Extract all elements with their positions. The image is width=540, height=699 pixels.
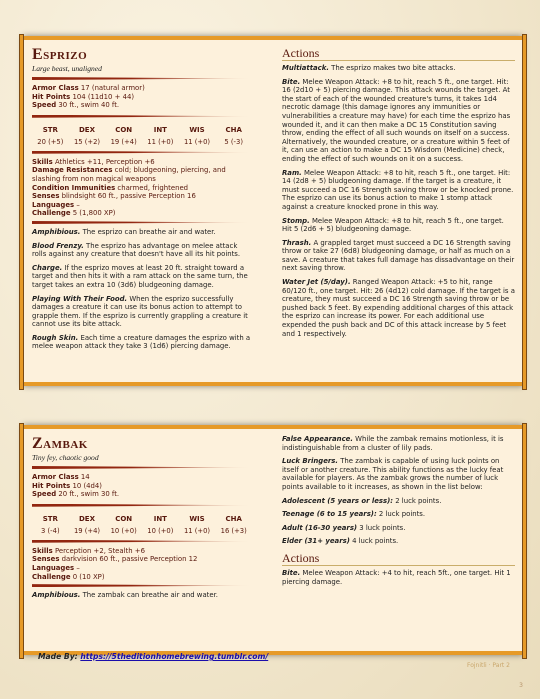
divider <box>32 115 252 118</box>
luck-adult: Adult (16-30 years) 3 luck points. <box>282 523 406 532</box>
creature-name: Zambak <box>32 435 88 452</box>
action-multiattack: Multiattack. The esprizo makes two bite attacks. <box>282 64 456 72</box>
condition-immunities: Condition Immunities charmed, frightened <box>32 183 189 192</box>
page-number: 3 <box>519 682 523 689</box>
zambak-left-column <box>32 435 252 605</box>
trait-playing-with-food: Playing With Their Food. When the esprizo successfully damages a creature it can use its bonus action to attempt to grapple them. If the esprizo is currently grappling a creature it cannot use its bite attack. <box>32 294 248 329</box>
divider <box>32 504 252 507</box>
actions-heading: Actions <box>282 46 515 61</box>
trait-blood-frenzy: Blood Frenzy. The esprizo has advantage on melee attack rolls against any creature that doesn't have all its hit points. <box>32 241 241 259</box>
esprizo-right-column <box>282 46 515 343</box>
ability-dex: DEX 15 (+2) <box>73 125 101 146</box>
action-bite: Bite. Melee Weapon Attack: +4 to hit, reach 5ft., one target. Hit 1 piercing damage. <box>282 568 511 586</box>
languages: Languages – <box>32 200 80 209</box>
creature-type: Large beast, unaligned <box>32 64 102 73</box>
ability-scores <box>32 124 252 148</box>
divider <box>32 466 252 469</box>
divider <box>32 151 252 154</box>
zambak-right-column <box>282 435 515 591</box>
ability-con: CON 10 (+0) <box>110 514 137 535</box>
challenge: Challenge 5 (1,800 XP) <box>32 209 116 218</box>
ability-wis: WIS 11 (+0) <box>183 125 211 146</box>
ability-str: STR 20 (+5) <box>37 125 64 146</box>
skills: Skills Perception +2, Stealth +6 <box>32 546 145 555</box>
divider <box>32 221 252 224</box>
ability-int: INT 10 (+0) <box>147 514 174 535</box>
action-ram: Ram. Melee Weapon Attack: +8 to hit, reach 5 ft., one target. Hit: 14 (2d8 + 5) bludgeoning damage. If the target is a creature, it must succeed a DC 16 Strength saving throw or be knocked prone. The esprizo can use its bonus action to make 1 stomp attack against a creature knocked prone in this way. <box>282 168 514 211</box>
armor-class: Armor Class 14 <box>32 473 90 481</box>
action-stomp: Stomp. Melee Weapon Attack: +8 to hit, reach 5 ft., one target. Hit 5 (2d6 + 5) bludgeoning damage. <box>282 216 504 234</box>
challenge: Challenge 0 (10 XP) <box>32 572 105 581</box>
senses: Senses blindsight 60 ft., passive Perception 16 <box>32 192 196 201</box>
ability-scores <box>32 513 252 537</box>
damage-resistances: Damage Resistances cold; bludgeoning, piercing, and slashing from non magical weapons <box>32 166 226 183</box>
hit-points: Hit Points 10 (4d4) <box>32 481 102 490</box>
senses: Senses darkvision 60 ft., passive Perception 12 <box>32 555 198 564</box>
page-footer: Fojnitli · Part 2 <box>466 662 510 669</box>
ability-cha: CHA 16 (+3) <box>220 514 247 535</box>
luck-teenage: Teenage (6 to 15 years): 2 luck points. <box>282 510 426 519</box>
armor-class: Armor Class 17 (natural armor) <box>32 84 145 92</box>
stat-block-esprizo <box>23 36 523 386</box>
action-thrash: Thrash. A grappled target must succeed a DC 16 Strength saving throw or take 27 (6d8) bludgeoning damage, or half as much on a save. A creature that takes full damage has dissadvantage on their next saving throw. <box>282 238 515 273</box>
action-water-jet: Water Jet (5/day). Ranged Weapon Attack: +5 to hit, range 60/120 ft., one target. Hit: 26 (4d12) cold damage. If the target is a creature, they must succeed a DC 16 Strength saving throw or be pushed back 5 feet. By expending additional charges of this attack the esprizo can increase its power. For each additional use expended the push back and DC of this attack increase by 5 feet and 1 respectively. <box>282 278 515 338</box>
stat-block-zambak <box>23 425 523 655</box>
hit-points: Hit Points 104 (11d10 + 44) <box>32 92 135 101</box>
trait-amphibious: Amphibious. The zambak can breathe air and water. <box>32 591 219 600</box>
divider <box>32 77 252 80</box>
trait-rough-skin: Rough Skin. Each time a creature damages the esprizo with a melee weapon attack they take 3 (1d6) piercing damage. <box>32 333 251 351</box>
trait-luck-bringers: Luck Bringers. The zambak is capable of using luck points on itself or another creature. This ability functions as the lucky feat available for players. As the zambak grows the number of luck points available to it increases, as shown in the list below: <box>282 457 504 491</box>
ability-dex: DEX 19 (+4) <box>73 514 101 535</box>
skills: Skills Athletics +11, Perception +6 <box>32 157 155 166</box>
ability-str: STR 3 (-4) <box>41 514 60 535</box>
credit-line <box>38 652 268 661</box>
divider <box>32 584 252 587</box>
creature-type: Tiny fey, chaotic good <box>32 453 99 462</box>
ability-cha: CHA 5 (-3) <box>224 125 243 146</box>
languages: Languages – <box>32 563 80 572</box>
actions-heading: Actions <box>282 551 515 566</box>
luck-elder: Elder (31+ years) 4 luck points. <box>282 537 399 546</box>
ability-con: CON 19 (+4) <box>110 125 137 146</box>
esprizo-left-column <box>32 46 252 356</box>
credit-link[interactable]: https://5theditionhomebrewing.tumblr.com/ <box>80 652 269 661</box>
ability-int: INT 11 (+0) <box>147 125 174 146</box>
divider <box>32 540 252 543</box>
luck-adolescent: Adolescent (5 years or less): 2 luck points. <box>282 496 442 505</box>
trait-amphibious: Amphibious. The esprizo can breathe air and water. <box>32 227 216 236</box>
action-bite: Bite. Melee Weapon Attack: +8 to hit, reach 5 ft., one target. Hit: 16 (2d10 + 5) piercing damage. This attack wounds the target. At the start of each of the wounded creature's turns, it takes 1d4 necrotic damage (this damage ignores any immunities or vulnerabilities a creature may have) for each time the esprizo has wounded it, and it can then make a DC 15 Constitution saving throw, ending the effect of all such wounds on itself on a success. Alternatively, the wounded creature, or a creature within 5 feet of it, can use an action to make a DC 15 Wisdom (Medicine) check, ending the effect of such wounds on it on a success. <box>282 77 511 163</box>
credit-label: Made By: <box>38 652 78 661</box>
creature-name: Esprizo <box>32 46 88 63</box>
speed: Speed 30 ft., swim 40 ft. <box>32 101 120 110</box>
speed: Speed 20 ft., swim 30 ft. <box>32 490 120 499</box>
trait-false-appearance: False Appearance. While the zambak remains motionless, it is indistinguishable from a cluster of lily pads. <box>282 435 504 452</box>
trait-charge: Charge. If the esprizo moves at least 20 ft. straight toward a target and then hits it with a ram attack on the same turn, the target takes an extra 10 (3d6) bludgeoning damage. <box>32 263 248 289</box>
ability-wis: WIS 11 (+0) <box>183 514 211 535</box>
